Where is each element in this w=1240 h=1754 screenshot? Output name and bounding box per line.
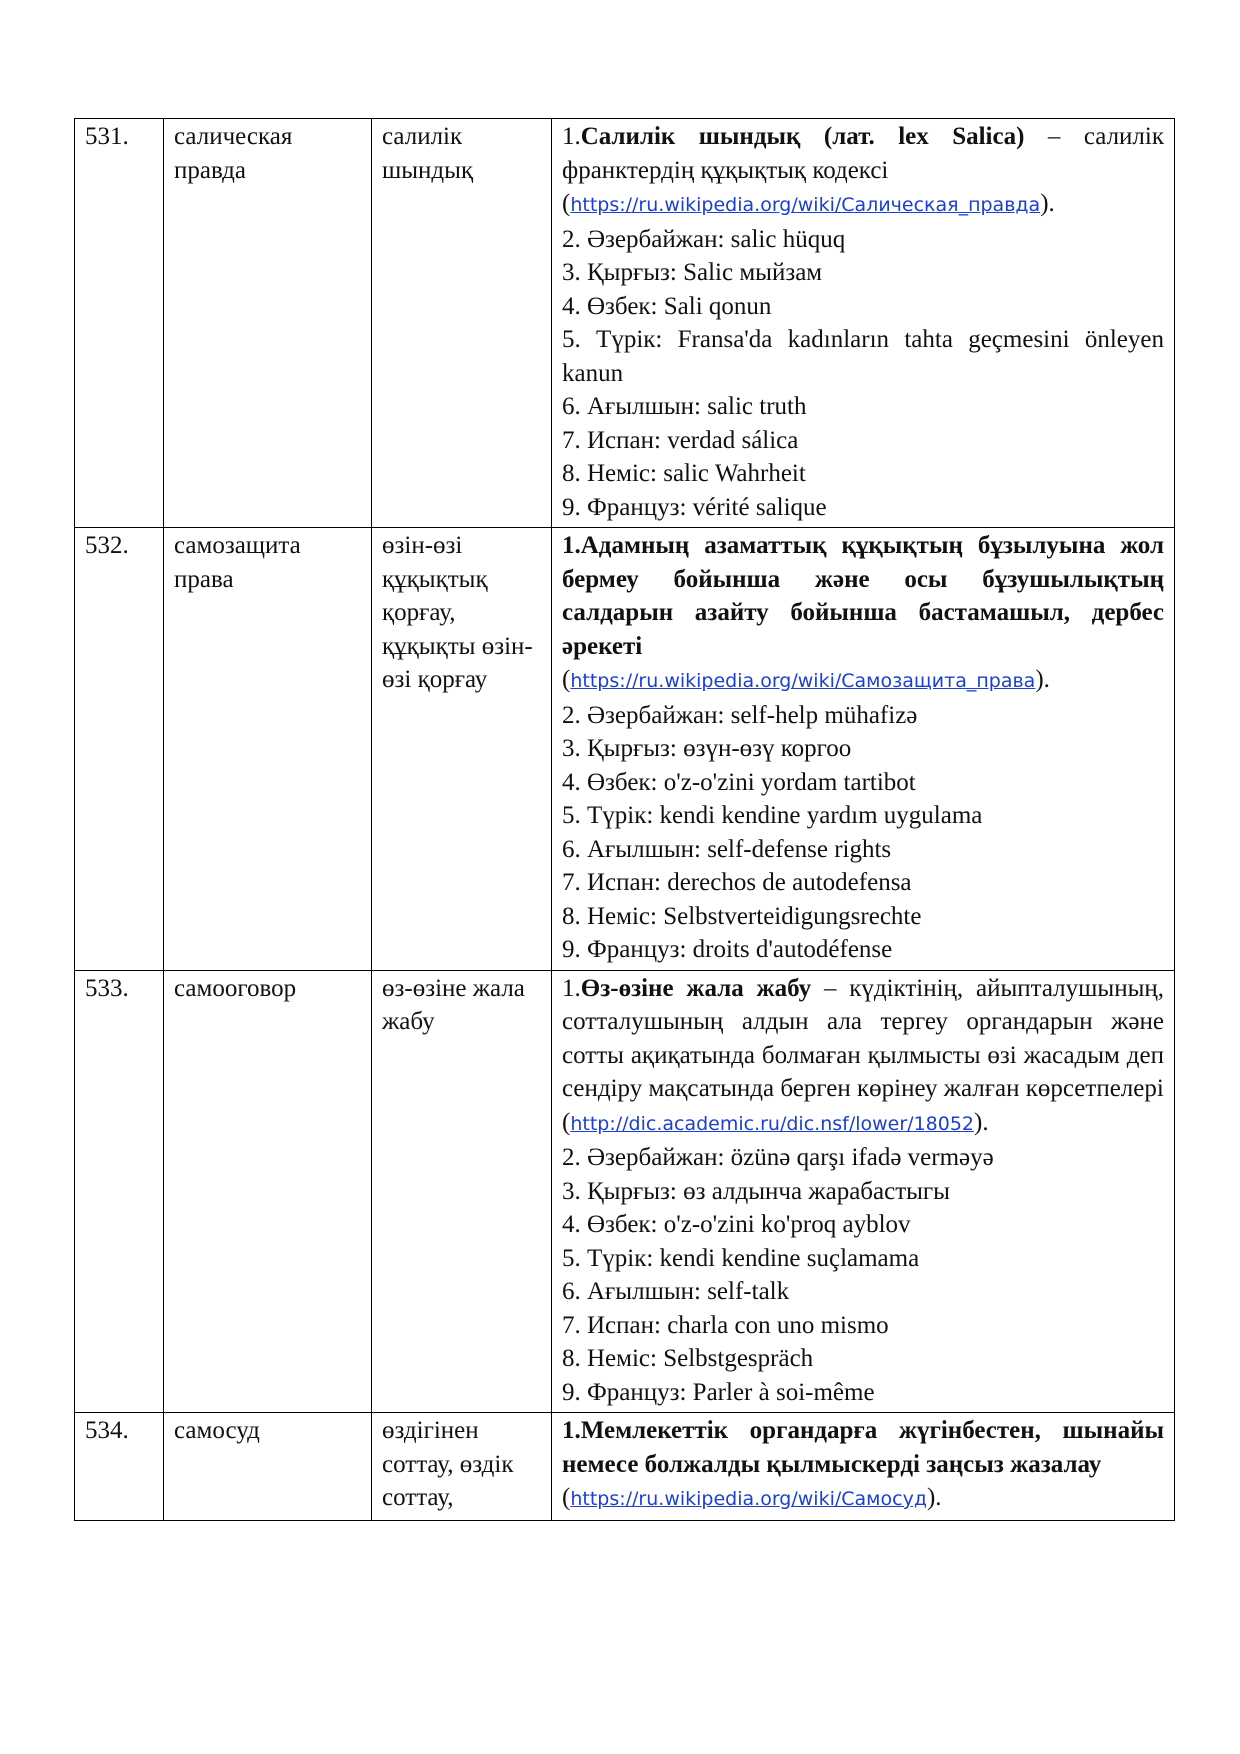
kazakh-term: салилік шындық (372, 119, 552, 528)
source-close-paren: ). (1040, 190, 1055, 217)
definition-term: Салилік шындық (лат. lex Salica) (580, 123, 1025, 150)
source-reference (562, 1106, 1164, 1142)
entry-number: 534. (75, 1413, 164, 1521)
kazakh-term: өздігінен соттау, өздік соттау, (372, 1413, 552, 1521)
source-open-paren: ( (562, 666, 571, 693)
definition-term: 1.Адамның азаматтық құқықтың бұзылуына жол бермеу бойынша және осы бұзушылықтың салдарын азайту бойынша бастамашыл, дербес әрекеті (562, 532, 1164, 660)
definition-term: 1.Мемлекеттік органдарға жүгінбестен, шынайы немесе болжалды қылмыскерді заңсыз жазалау (562, 1417, 1164, 1478)
translation-line: 7. Испан: charla con uno mismo (562, 1311, 889, 1339)
source-open-paren: ( (562, 1108, 571, 1136)
definition-text (562, 1414, 1164, 1481)
entry-number: 531. (75, 119, 164, 528)
source-reference (562, 663, 1164, 699)
translation-line: 8. Неміс: Selbstgespräch (562, 1345, 814, 1372)
definition-cell (552, 970, 1175, 1413)
translation-line: 9. Француз: vérité salique (562, 493, 827, 521)
translation-line: 4. Өзбек: Sali qonun (562, 292, 772, 320)
translation-line: 5. Түрік: Fransa'da kadınların tahta geçmesini önleyen kanun (562, 326, 1164, 387)
source-close-paren: ). (974, 1108, 989, 1136)
translation-line: 7. Испан: derechos de autodefensa (562, 869, 912, 896)
source-link[interactable]: https://ru.wikipedia.org/wiki/Салическая_правда (570, 194, 1041, 216)
translation-line: 4. Өзбек: o'z-o'zini ko'proq ayblov (562, 1211, 911, 1238)
translation-line: 7. Испан: verdad sálica (562, 426, 799, 454)
source-close-paren: ). (1035, 666, 1050, 693)
translation-line: 6. Ағылшын: self-defense rights (562, 835, 892, 863)
kazakh-term: өзін-өзі құқықтық қорғау, құқықты өзін-өзі қорғау (372, 528, 552, 971)
translation-line: 2. Әзербайжан: self-help mühafizə (562, 701, 918, 729)
russian-term: салическая правда (164, 119, 372, 528)
translation-line: 8. Неміс: Selbstverteidigungsrechte (562, 902, 922, 930)
translation-line: 3. Қырғыз: өз алдынча жарабастыгы (562, 1177, 950, 1205)
translation-line: 3. Қырғыз: өзүн-өзү коргоо (562, 735, 852, 762)
definition-term: Өз-өзіне жала жабу (580, 974, 812, 1002)
definition-cell (552, 1413, 1175, 1521)
translation-line: 6. Ағылшын: salic truth (562, 393, 807, 420)
source-close-paren: ). (926, 1484, 942, 1511)
translation-line: 6. Ағылшын: self-talk (562, 1278, 790, 1305)
table-row (75, 119, 1175, 528)
definition-body: – күдіктінің, айыпталушының, сотталушының алдын ала тергеу органдарын және сотты ақиқатында болмаған қылмысты өзі жасадым деп сендіру мақсатында берген көрінеу жалған көрсетпелері (562, 974, 1164, 1102)
translation-line: 5. Түрік: kendi kendine yardım uygulama (562, 802, 983, 829)
source-link[interactable]: http://dic.academic.ru/dic.nsf/lower/18052 (570, 1112, 975, 1135)
translation-line: 5. Түрік: kendi kendine suçlamama (562, 1244, 920, 1272)
russian-term: самооговор (164, 970, 372, 1413)
source-reference (562, 187, 1164, 223)
definition-cell (552, 119, 1175, 528)
translation-line: 9. Француз: droits d'autodéfense (562, 936, 893, 963)
definition-text (562, 529, 1164, 663)
definition-text (562, 972, 1164, 1106)
table-row (75, 528, 1175, 971)
source-link[interactable]: https://ru.wikipedia.org/wiki/Самосуд (570, 1488, 927, 1510)
translation-line: 8. Неміс: salic Wahrheit (562, 460, 806, 487)
definition-number: 1. (562, 974, 581, 1002)
russian-term: самосуд (164, 1413, 372, 1521)
source-open-paren: ( (562, 190, 571, 217)
entry-number: 533. (75, 970, 164, 1413)
translation-line: 3. Қырғыз: Salic мыйзам (562, 259, 823, 286)
dictionary-table (74, 118, 1175, 1521)
translation-line: 9. Француз: Parler à soi-même (562, 1378, 875, 1406)
definition-number: 1. (562, 123, 581, 150)
translation-line: 2. Әзербайжан: özünə qarşı ifadə verməyə (562, 1144, 994, 1171)
definition-text (562, 120, 1164, 187)
russian-term: самозащита права (164, 528, 372, 971)
definition-cell (552, 528, 1175, 971)
table-row (75, 1413, 1175, 1521)
kazakh-term: өз-өзіне жала жабу (372, 970, 552, 1413)
definition-body: – салилік франктердің құқықтық кодексі (562, 123, 1164, 184)
source-open-paren: ( (562, 1484, 571, 1511)
source-link[interactable]: https://ru.wikipedia.org/wiki/Самозащита_права (570, 670, 1036, 692)
table-row (75, 970, 1175, 1413)
translation-line: 4. Өзбек: o'z-o'zini yordam tartibot (562, 768, 916, 796)
translation-line: 2. Әзербайжан: salic hüquq (562, 225, 846, 253)
entry-number: 532. (75, 528, 164, 971)
source-reference (562, 1481, 1164, 1517)
